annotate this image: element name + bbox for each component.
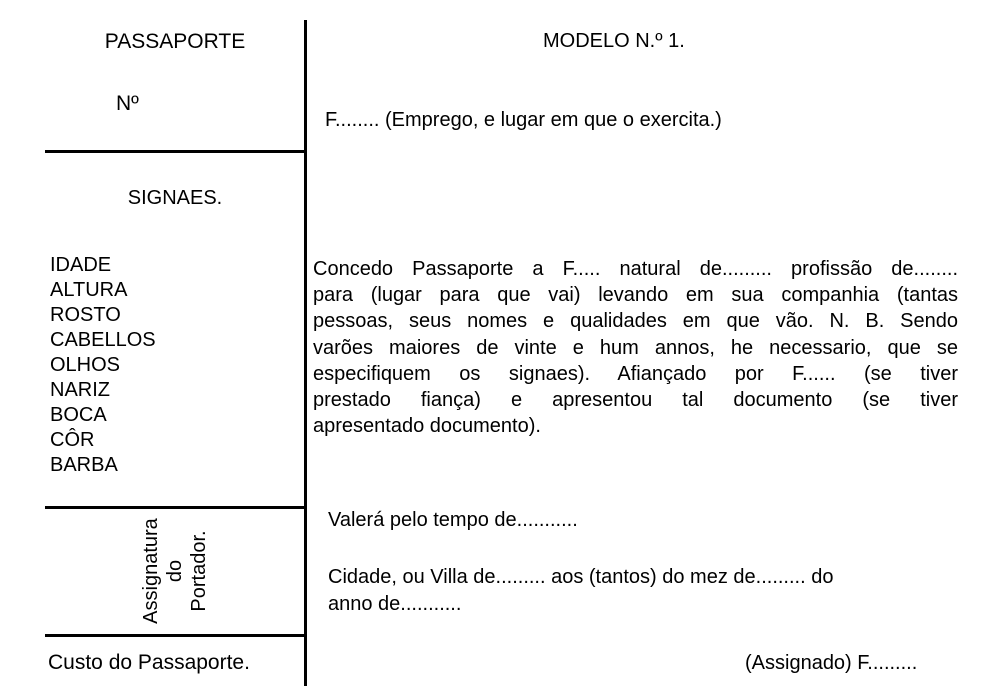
- signaes-item: NARIZ: [50, 379, 110, 401]
- bearer-signature-rotated-label: [139, 518, 211, 624]
- cost-label: Custo do Passaporte.: [48, 651, 250, 674]
- grant-paragraph-line: pessoas, seus nomes e qualidades em que vão. N. B. Sendo: [313, 310, 958, 333]
- bearer-signature-line: do: [164, 559, 186, 583]
- signaes-item: IDADE: [50, 254, 112, 276]
- left-divider-cost: [45, 634, 307, 637]
- place-date-block: [328, 564, 833, 618]
- signaes-list: [50, 253, 156, 478]
- employment-line: F........ (Emprego, e lugar em que o exercita.): [325, 109, 722, 131]
- bearer-signature-line: Assignatura: [140, 518, 162, 624]
- grant-paragraph-line: varões maiores de vinte e hum annos, he necessario, que se: [313, 336, 958, 359]
- signaes-item: BOCA: [50, 404, 107, 426]
- signaes-heading: SIGNAES.: [127, 187, 223, 209]
- grant-paragraph: [313, 256, 958, 439]
- signed-line: (Assignado) F.........: [745, 652, 918, 674]
- signaes-item: CÔR: [50, 429, 95, 451]
- bearer-signature-line: Portador.: [188, 530, 210, 612]
- left-divider-top: [45, 150, 307, 153]
- passport-title: PASSAPORTE: [104, 30, 246, 53]
- signaes-item: BARBA: [50, 454, 118, 476]
- grant-paragraph-line: prestado fiança) e apresentou tal documento (se tiver: [313, 389, 958, 412]
- grant-paragraph-line: apresentado documento).: [313, 415, 541, 438]
- validity-line: Valerá pelo tempo de...........: [328, 509, 578, 531]
- bearer-signature-cell: [45, 509, 305, 633]
- signaes-item: ROSTO: [50, 304, 121, 326]
- signaes-item: OLHOS: [50, 354, 121, 376]
- number-label: Nº: [116, 92, 139, 115]
- place-date-line: anno de...........: [328, 593, 462, 615]
- signaes-item: CABELLOS: [50, 329, 156, 351]
- model-title: MODELO N.º 1.: [543, 30, 685, 52]
- grant-paragraph-line: para (lugar para que vai) levando em sua companhia (tantas: [313, 284, 958, 307]
- place-date-line: Cidade, ou Villa de......... aos (tantos) do mez de......... do: [328, 566, 834, 588]
- grant-paragraph-line: especifiquem os signaes). Afiançado por F...... (se tiver: [313, 362, 958, 385]
- signaes-item: ALTURA: [50, 279, 128, 301]
- grant-paragraph-line: Concedo Passaporte a F..... natural de......... profissão de........: [313, 258, 958, 280]
